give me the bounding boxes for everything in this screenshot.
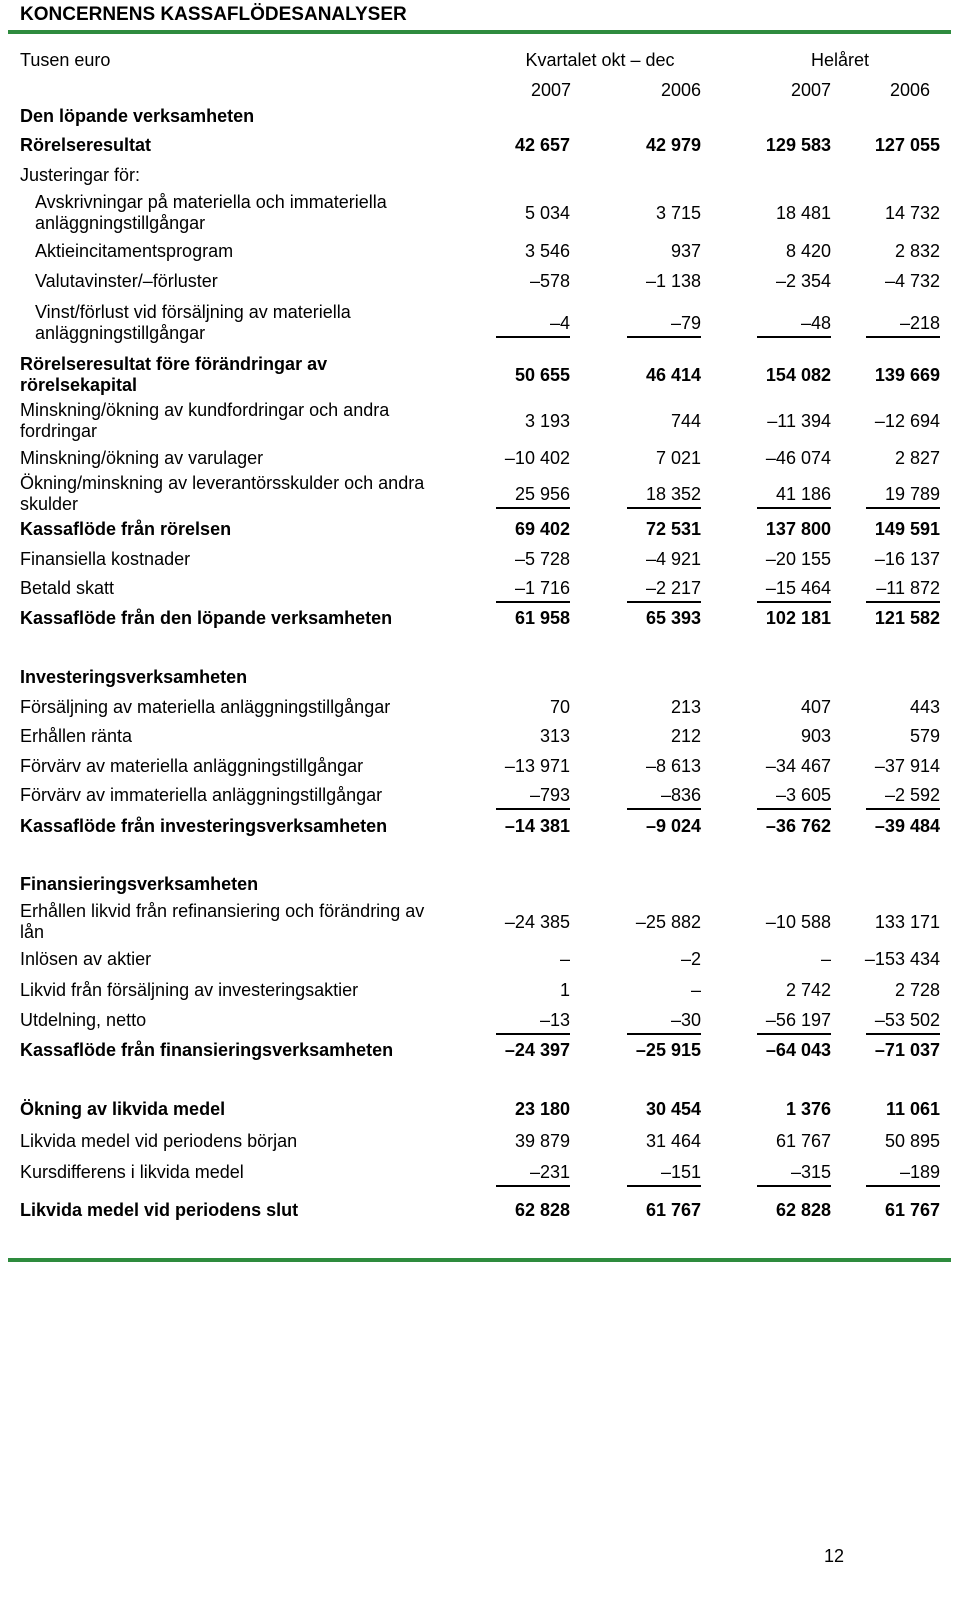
subtotal-underline: [866, 336, 940, 338]
row-value-col4: 2 832: [894, 241, 940, 261]
row-value-col1: 25 956: [514, 484, 570, 504]
year-group-header: Helåret: [810, 50, 870, 70]
row-value-col3: 903: [800, 726, 831, 746]
row-value-col3: –56 197: [765, 1010, 831, 1030]
row-value-col4: 50 895: [884, 1131, 940, 1151]
row-value-col2: –25 915: [635, 1040, 701, 1060]
row-label: Valutavinster/–förluster: [35, 271, 218, 291]
row-label: Avskrivningar på materiella och immateriella anläggningstillgångar: [35, 192, 387, 233]
row-label: Rörelseresultat före förändringar av rörelsekapital: [20, 354, 328, 395]
row-value-col4: –4 732: [884, 271, 940, 291]
row-value-col2: 65 393: [645, 608, 701, 628]
subtotal-underline: [627, 507, 701, 509]
row-value-col4: 2 728: [894, 980, 940, 1000]
subtotal-underline: [627, 808, 701, 810]
row-value-col2: 72 531: [645, 519, 701, 539]
row-value-col4: –153 434: [864, 949, 940, 969]
row-label: Förvärv av immateriella anläggningstillgångar: [20, 785, 383, 805]
row-label: Kassaflöde från finansieringsverksamheten: [20, 1040, 394, 1060]
row-value-col3: –48: [800, 313, 831, 333]
row-value-col1: –: [559, 949, 570, 969]
row-value-col4: 133 171: [874, 912, 940, 932]
row-value-col4: 121 582: [874, 608, 940, 628]
row-label: Vinst/förlust vid försäljning av materiella anläggningstillgångar: [35, 302, 351, 343]
row-value-col1: –24 397: [504, 1040, 570, 1060]
subtotal-underline: [757, 1185, 831, 1187]
subtotal-underline: [866, 1185, 940, 1187]
subtotal-underline: [866, 601, 940, 603]
row-value-col3: –10 588: [765, 912, 831, 932]
subtotal-underline: [757, 1033, 831, 1035]
quarter-group-header: Kvartalet okt – dec: [525, 50, 675, 70]
row-value-col4: 11 061: [885, 1099, 940, 1119]
row-value-col4: –218: [899, 313, 940, 333]
row-value-col1: –1 716: [514, 578, 570, 598]
row-label: Erhållen ränta: [20, 726, 133, 746]
row-value-col3: –15 464: [765, 578, 831, 598]
subtotal-underline: [627, 1185, 701, 1187]
row-value-col3: –64 043: [765, 1040, 831, 1060]
row-value-col1: 70: [549, 697, 570, 717]
row-value-col1: –24 385: [504, 912, 570, 932]
row-value-col1: 39 879: [514, 1131, 570, 1151]
row-value-col1: –5 728: [514, 549, 570, 569]
row-value-col1: 1: [559, 980, 570, 1000]
subtotal-underline: [866, 808, 940, 810]
subtotal-underline: [627, 1033, 701, 1035]
row-value-col4: –16 137: [874, 549, 940, 569]
row-value-col2: 18 352: [645, 484, 701, 504]
subtotal-underline: [757, 507, 831, 509]
row-value-col3: –2 354: [775, 271, 831, 291]
row-value-col4: 139 669: [874, 365, 940, 385]
row-label: Investeringsverksamheten: [20, 667, 248, 687]
row-label: Erhållen likvid från refinansiering och förändring av lån: [20, 901, 425, 942]
subtotal-underline: [496, 1185, 570, 1187]
row-label: Minskning/ökning av varulager: [20, 448, 264, 468]
row-value-col3: 62 828: [775, 1200, 831, 1220]
row-label: Försäljning av materiella anläggningstillgångar: [20, 697, 391, 717]
row-value-col1: –14 381: [504, 816, 570, 836]
row-label: Inlösen av aktier: [20, 949, 152, 969]
row-value-col4: 19 789: [884, 484, 940, 504]
year-header-y-2007: 2007: [790, 80, 831, 100]
row-value-col2: 42 979: [645, 135, 701, 155]
row-value-col3: 137 800: [765, 519, 831, 539]
row-label: Rörelseresultat: [20, 135, 152, 155]
row-value-col2: –: [690, 980, 701, 1000]
row-value-col3: 41 186: [775, 484, 831, 504]
row-label: Kassaflöde från investeringsverksamheten: [20, 816, 388, 836]
row-value-col3: 154 082: [765, 365, 831, 385]
page-number: 12: [824, 1546, 845, 1566]
row-value-col3: –34 467: [765, 756, 831, 776]
row-value-col2: –30: [670, 1010, 701, 1030]
row-value-col2: –151: [660, 1162, 701, 1182]
row-value-col2: –836: [660, 785, 701, 805]
row-value-col2: 46 414: [645, 365, 701, 385]
row-value-col2: –4 921: [645, 549, 701, 569]
subtotal-underline: [496, 808, 570, 810]
row-value-col3: –: [820, 949, 831, 969]
subtotal-underline: [757, 808, 831, 810]
row-value-col2: 213: [670, 697, 701, 717]
row-value-col4: –71 037: [874, 1040, 940, 1060]
row-value-col1: –10 402: [504, 448, 570, 468]
subtotal-underline: [496, 1033, 570, 1035]
subtotal-underline: [627, 601, 701, 603]
row-value-col1: 69 402: [514, 519, 570, 539]
row-value-col2: 30 454: [645, 1099, 701, 1119]
subtotal-underline: [866, 1033, 940, 1035]
row-value-col1: 23 180: [514, 1099, 570, 1119]
row-value-col3: 407: [800, 697, 831, 717]
row-value-col4: –53 502: [874, 1010, 940, 1030]
row-value-col3: –11 394: [767, 411, 831, 431]
row-value-col1: 3 193: [524, 411, 570, 431]
year-header-y-2006: 2006: [889, 80, 930, 100]
row-value-col1: 62 828: [514, 1200, 570, 1220]
row-value-col3: –315: [790, 1162, 831, 1182]
row-value-col1: –231: [529, 1162, 570, 1182]
row-label: Likvida medel vid periodens början: [20, 1131, 298, 1151]
row-value-col2: 212: [670, 726, 701, 746]
row-value-col2: –25 882: [635, 912, 701, 932]
row-value-col1: 313: [539, 726, 570, 746]
row-value-col4: 579: [909, 726, 940, 746]
row-value-col1: 42 657: [514, 135, 570, 155]
row-label: Kassaflöde från rörelsen: [20, 519, 232, 539]
unit-label: Tusen euro: [20, 50, 111, 70]
row-label: Utdelning, netto: [20, 1010, 147, 1030]
row-value-col3: 8 420: [785, 241, 831, 261]
row-value-col4: 61 767: [884, 1200, 940, 1220]
subtotal-underline: [866, 507, 940, 509]
row-label: Likvid från försäljning av investeringsaktier: [20, 980, 359, 1000]
row-label: Betald skatt: [20, 578, 115, 598]
row-value-col1: –13 971: [504, 756, 570, 776]
row-label: Ökning/minskning av leverantörsskulder och andra skulder: [20, 473, 425, 514]
row-label: Likvida medel vid periodens slut: [20, 1200, 299, 1220]
year-header-q-2006: 2006: [660, 80, 701, 100]
row-value-col1: –13: [539, 1010, 570, 1030]
row-value-col2: –79: [670, 313, 701, 333]
row-value-col3: –36 762: [765, 816, 831, 836]
subtotal-underline: [757, 336, 831, 338]
bottom-divider: [8, 1258, 951, 1262]
row-value-col4: 443: [909, 697, 940, 717]
row-value-col2: 937: [670, 241, 701, 261]
row-value-col4: 149 591: [874, 519, 940, 539]
row-value-col4: –189: [899, 1162, 940, 1182]
title-divider: [8, 30, 951, 34]
row-label: Justeringar för:: [20, 165, 141, 185]
row-value-col3: 2 742: [785, 980, 831, 1000]
row-label: Finansieringsverksamheten: [20, 874, 259, 894]
row-label: Kursdifferens i likvida medel: [20, 1162, 244, 1182]
row-value-col2: 61 767: [645, 1200, 701, 1220]
row-value-col4: 2 827: [894, 448, 940, 468]
row-label: Ökning av likvida medel: [20, 1099, 226, 1119]
year-header-q-2007: 2007: [530, 80, 571, 100]
row-label: Kassaflöde från den löpande verksamheten: [20, 608, 393, 628]
row-value-col4: 127 055: [874, 135, 940, 155]
subtotal-underline: [496, 507, 570, 509]
row-label: Förvärv av materiella anläggningstillgångar: [20, 756, 364, 776]
subtotal-underline: [496, 601, 570, 603]
row-value-col3: 61 767: [775, 1131, 831, 1151]
row-value-col1: 50 655: [514, 365, 570, 385]
row-value-col4: 14 732: [884, 203, 940, 223]
subtotal-underline: [757, 601, 831, 603]
row-value-col2: –8 613: [645, 756, 701, 776]
row-value-col4: –37 914: [874, 756, 940, 776]
row-value-col3: 102 181: [765, 608, 831, 628]
row-value-col2: 31 464: [645, 1131, 701, 1151]
row-value-col1: 3 546: [524, 241, 570, 261]
row-value-col1: 5 034: [524, 203, 570, 223]
row-value-col3: 1 376: [785, 1099, 831, 1119]
row-value-col2: 7 021: [655, 448, 701, 468]
row-value-col1: –578: [529, 271, 570, 291]
row-label: Aktieincitamentsprogram: [35, 241, 234, 261]
row-value-col2: –9 024: [645, 816, 701, 836]
row-value-col1: –793: [529, 785, 570, 805]
row-value-col3: –20 155: [765, 549, 831, 569]
subtotal-underline: [496, 336, 570, 338]
row-value-col1: –4: [549, 313, 570, 333]
row-value-col1: 61 958: [514, 608, 570, 628]
row-value-col2: 3 715: [655, 203, 701, 223]
row-value-col2: –2: [680, 949, 701, 969]
row-value-col3: –3 605: [775, 785, 831, 805]
row-value-col4: –39 484: [874, 816, 940, 836]
row-label: Den löpande verksamheten: [20, 106, 255, 126]
row-value-col2: –1 138: [645, 271, 701, 291]
row-value-col4: –11 872: [876, 578, 940, 598]
page-title: KONCERNENS KASSAFLÖDESANALYSER: [20, 4, 407, 25]
row-value-col2: –2 217: [645, 578, 701, 598]
row-label: Minskning/ökning av kundfordringar och andra fordringar: [20, 400, 390, 441]
row-value-col3: –46 074: [765, 448, 831, 468]
row-value-col4: –12 694: [874, 411, 940, 431]
row-value-col4: –2 592: [884, 785, 940, 805]
row-value-col3: 129 583: [765, 135, 831, 155]
row-value-col2: 744: [670, 411, 701, 431]
row-value-col3: 18 481: [775, 203, 831, 223]
row-label: Finansiella kostnader: [20, 549, 191, 569]
subtotal-underline: [627, 336, 701, 338]
